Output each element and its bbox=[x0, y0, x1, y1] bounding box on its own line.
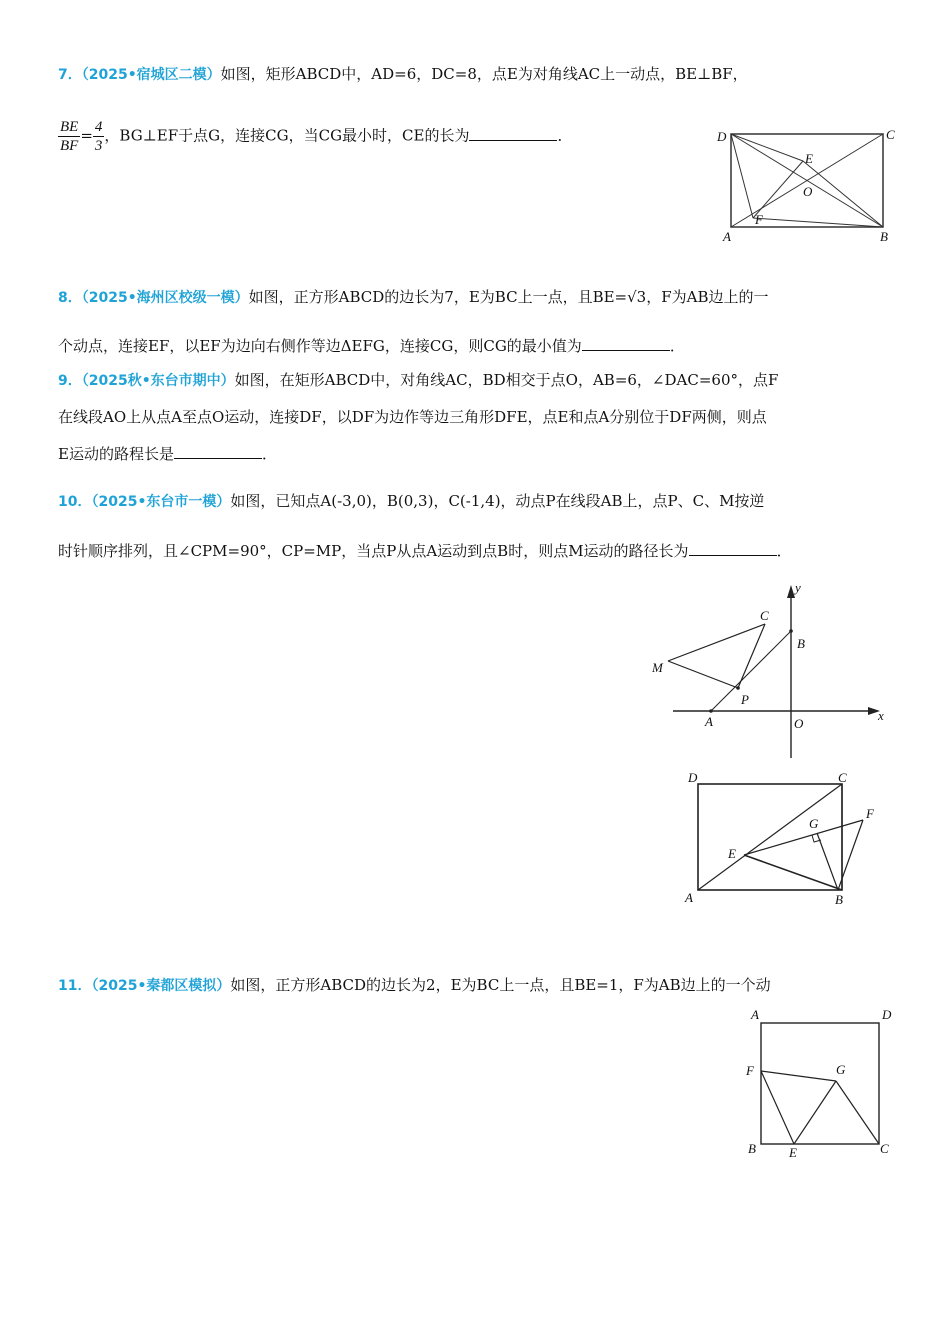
q9-line3: E运动的路程长是 ． bbox=[58, 445, 277, 463]
q7-label-B: B bbox=[880, 229, 888, 244]
q11-text-1: 如图，正方形ABCD的边长为2，E为BC上一点，且BE=1，F为AB边上的一个动 bbox=[230, 976, 771, 994]
q10-text-2: 时针顺序排列，且∠CPM=90°，CP=MP，当点P从点A运动到点B时，则点M运动的路径长为 bbox=[58, 542, 689, 560]
rect-label-E: E bbox=[728, 846, 736, 861]
q8-text-1: 如图，正方形ABCD的边长为7，E为BC上一点，且BE=√3，F为AB边上的一 bbox=[248, 288, 769, 306]
q7-number: 7． bbox=[58, 67, 82, 83]
q7-source-tag: （2025•宿城区二模） bbox=[81, 67, 221, 83]
q10-label-C: C bbox=[760, 608, 769, 623]
q11-label-C: C bbox=[880, 1141, 889, 1156]
q10-label-A: A bbox=[705, 714, 713, 729]
q9-source-tag: （2025秋•东台市期中） bbox=[81, 373, 235, 389]
q11-label-D: D bbox=[882, 1007, 892, 1022]
q9-answer-blank[interactable] bbox=[174, 444, 262, 459]
q11-label-A: A bbox=[751, 1007, 759, 1022]
q10-figure bbox=[648, 580, 898, 765]
rectangle-figure bbox=[680, 768, 890, 913]
q11-source-tag: （2025•秦都区模拟） bbox=[91, 978, 231, 994]
q10-line2: 时针顺序排列，且∠CPM=90°，CP=MP，当点P从点A运动到点B时，则点M运动的路径长为 ． bbox=[58, 542, 792, 560]
q8-answer-blank[interactable] bbox=[582, 336, 670, 351]
q7-fraction-be-bf: $\frac{BE}{BF}$ bbox=[60, 119, 79, 154]
rect-label-G: G bbox=[809, 816, 819, 831]
q7-text-2: ，BG⊥EF于点G，连接CG，当CG最小时，CE的长为 bbox=[104, 126, 470, 145]
q7-fraction-4-3: $\frac{4}{3}$ bbox=[94, 119, 103, 154]
q11-label-G: G bbox=[836, 1062, 846, 1077]
q10-label-B: B bbox=[797, 636, 805, 651]
q7-label-C: C bbox=[886, 127, 895, 142]
q7-label-E: E bbox=[805, 151, 813, 166]
q7-answer-blank[interactable] bbox=[469, 126, 557, 141]
q7-line1 bbox=[58, 63, 748, 86]
q7-line2: $\frac{BE}{BF}$ = $\frac{4}{3}$ ，BG⊥EF于点G，连接CG，当CG最小时，CE的长为 ． bbox=[60, 119, 573, 154]
q10-number: 10． bbox=[58, 494, 92, 510]
q11-figure bbox=[742, 1005, 902, 1160]
rect-label-C: C bbox=[838, 770, 847, 785]
q10-label-P: P bbox=[741, 692, 749, 707]
q11-label-B: B bbox=[748, 1141, 756, 1156]
q9-text-3: E运动的路程长是 bbox=[58, 445, 174, 463]
q9-text-1: 如图，在矩形ABCD中，对角线AC，BD相交于点O，AB=6，∠DAC=60°，点F bbox=[234, 371, 779, 389]
q10-text-1: 如图，已知点A(-3,0)，B(0,3)，C(-1,4)，动点P在线段AB上，点P、C、M按逆 bbox=[230, 492, 765, 510]
q10-label-M: M bbox=[652, 660, 663, 675]
q9-number: 9． bbox=[58, 373, 82, 389]
q7-text-1: 如图，矩形ABCD中，AD=6，DC=8，点E为对角线AC上一动点，BE⊥BF， bbox=[220, 65, 748, 83]
q7-label-A: A bbox=[723, 229, 731, 244]
q10-label-y: y bbox=[795, 580, 801, 595]
rect-label-B: B bbox=[835, 892, 843, 907]
q7-label-D: D bbox=[717, 129, 727, 144]
rect-label-A: A bbox=[685, 890, 693, 905]
rect-label-D: D bbox=[688, 770, 698, 785]
q8-number: 8． bbox=[58, 290, 82, 306]
q7-figure bbox=[715, 125, 895, 245]
q7-label-F: F bbox=[755, 212, 763, 227]
q8-line2: 个动点，连接EF，以EF为边向右侧作等边ΔEFG，连接CG，则CG的最小值为 ． bbox=[58, 337, 685, 355]
q11-label-F: F bbox=[746, 1063, 754, 1078]
q10-source-tag: （2025•东台市一模） bbox=[91, 494, 231, 510]
q10-label-O: O bbox=[794, 716, 804, 731]
q11-line1 bbox=[58, 974, 771, 997]
q9-line2 bbox=[58, 406, 767, 428]
q8-text-2: 个动点，连接EF，以EF为边向右侧作等边ΔEFG，连接CG，则CG的最小值为 bbox=[58, 337, 582, 355]
q7-label-O: O bbox=[803, 184, 813, 199]
q9-line1 bbox=[58, 369, 778, 392]
rect-label-F: F bbox=[866, 806, 874, 821]
q10-label-x: x bbox=[878, 708, 884, 723]
q9-text-2: 在线段AO上从点A至点O运动，连接DF，以DF为边作等边三角形DFE，点E和点A分别位于DF两侧，则点 bbox=[58, 408, 767, 426]
q10-answer-blank[interactable] bbox=[689, 541, 777, 556]
q11-number: 11． bbox=[58, 978, 92, 994]
q8-line1 bbox=[58, 286, 769, 309]
q11-label-E: E bbox=[789, 1145, 797, 1160]
q10-line1 bbox=[58, 490, 764, 513]
q8-source-tag: （2025•海州区校级一模） bbox=[81, 290, 249, 306]
